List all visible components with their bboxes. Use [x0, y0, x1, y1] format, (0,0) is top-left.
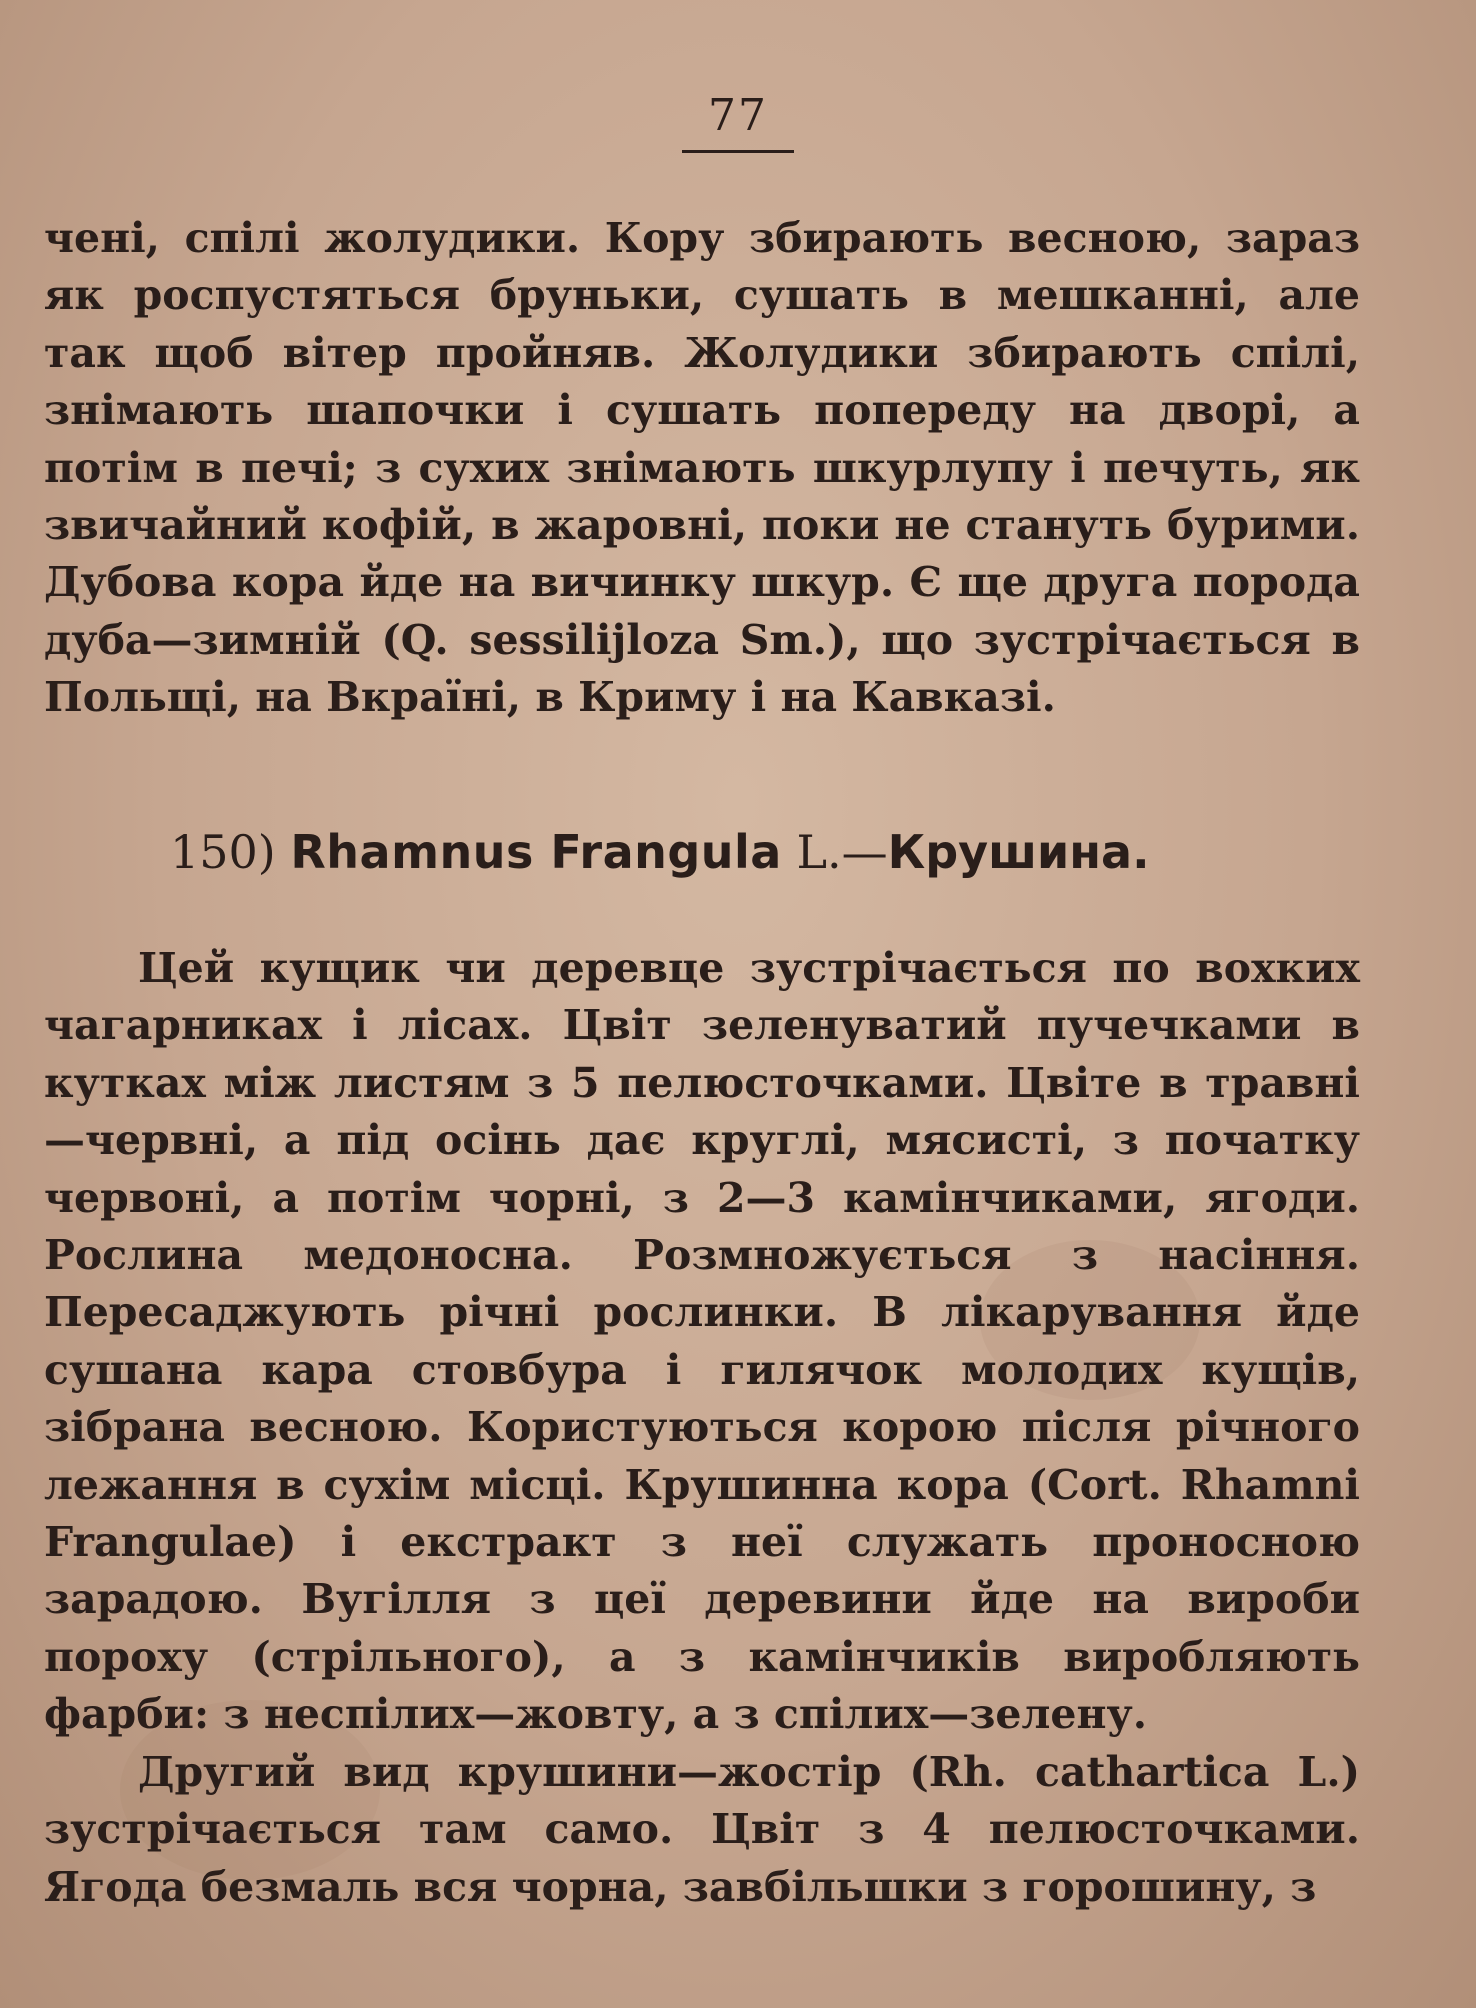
continued-paragraph: чені, спілі жолудики. Кору збирають весною, зараз як роспустяться бруньки, сушать в мешканні, але так щоб вітер пройняв. Жолудики збирають спілі, знімають шапочки і сушать попереду на дворі, а потім в печі; з сухих знімають шкурлупу і печуть, як звичайний кофій, в жаровні, поки не стануть бурими. Дубова кора йде на вичинку шкур. Є ще друга порода дуба—зимній (Q. sessilijloza Sm.), що зустрічається в Польщі, на Вкраїні, в Криму і на Кавказі.: [44, 214, 1360, 722]
section-body: [44, 940, 1360, 1916]
section-latin-name: Rhamnus Frangula: [290, 825, 782, 879]
section-number: 150): [170, 825, 276, 879]
body-paragraph: Цей кущик чи деревце зустрічається по вохких чагарниках і лісах. Цвіт зеленуватий пучечками в кутках між листям з 5 пелюсточками. Цвіте в травні—червні, а під осінь дає круглі, мясисті, з початку червоні, а потім чорні, з 2—3 камінчиками, ягоди. Рослина медоносна. Розмножується з насіння. Пересаджують річні рослинки. В лікарування йде сушана кара стовбура і гилячок молодих кущів, зібрана весною. Користуються корою після річного лежання в сухім місці. Крушинна кора (Cort. Rhamni Frangulae) і екстракт з неї служать проносною зарадою. Вугілля з цеї деревини йде на вироби пороху (стрільного), а з камінчиків виробляють фарби: з неспілих—жовту, а з спілих—зелену.: [44, 944, 1360, 1739]
page-number-area: [0, 92, 1476, 153]
page-number: 77: [682, 92, 794, 153]
continued-paragraph-block: [44, 210, 1360, 727]
section-author: L.—: [796, 825, 888, 879]
section-ukrainian-name: Крушина.: [887, 825, 1150, 879]
section-heading: [170, 822, 1320, 882]
body-paragraph: Другий вид крушини—жостір (Rh. cathartica L.) зустрічається там само. Цвіт з 4 пелюсточками. Ягода безмаль вся чорна, завбільшки з горошину, з: [44, 1747, 1360, 1911]
